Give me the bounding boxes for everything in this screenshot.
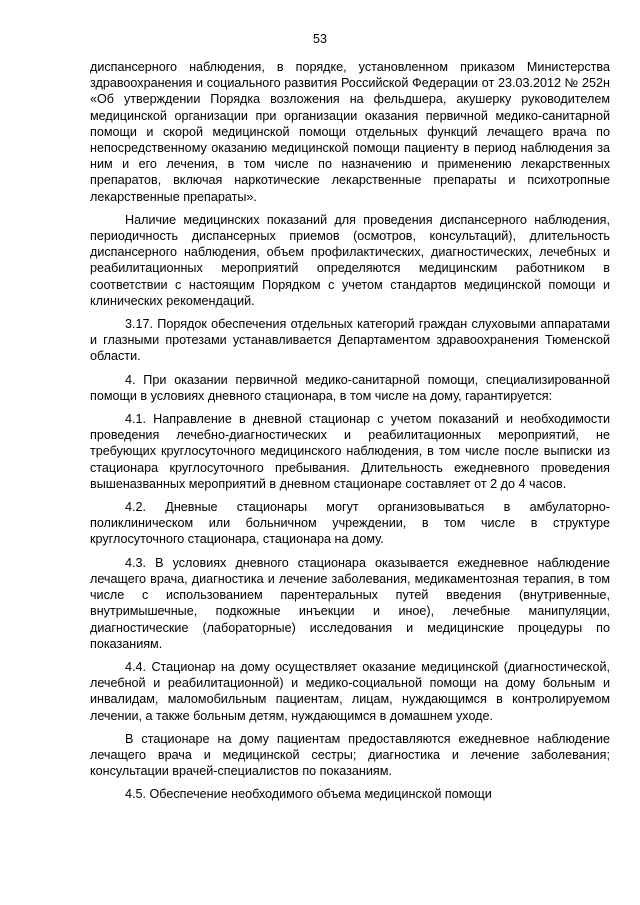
paragraph-diagnostic-indications: Наличие медицинских показаний для проведения диспансерного наблюдения, периодичность диспансерных приемов (осмотров, консультаций), длительность диспансерного наблюдения, объем профилактических, диагностических, лечебных и реабилитационных мероприятий определяются медицинским работником в соответствии с настоящим Порядком с учетом стандартов медицинской помощи и клинических рекомендаций. [90,212,610,308]
paragraph-continuation: диспансерного наблюдения, в порядке, установленном приказом Министерства здравоохранения и социального развития Российской Федерации от 23.03.2012 № 252н «Об утверждении Порядка возложения на фельдшера, акушерку руководителем медицинской организации при организации оказания первичной медико-санитарной помощи и скорой медицинской помощи отдельных функций лечащего врача по непосредственному оказанию медицинской помощи пациенту в период наблюдения за ним и его лечения, в том числе по назначению и применению лекарственных препаратов, включая наркотические лекарственные препараты и психотропные лекарственные препараты». [90,60,610,204]
paragraph-4: 4. При оказании первичной медико-санитарной помощи, специализированной помощи в условиях дневного стационара, в том числе на дому, гарантируется: [90,372,610,403]
paragraph-4-5: 4.5. Обеспечение необходимого объема медицинской помощи [125,787,492,802]
paragraph-home-hospital: В стационаре на дому пациентам предоставляются ежедневное наблюдение лечащего врача и медицинской сестры; диагностика и лечение заболевания; консультации врачей-специалистов по показаниям. [90,731,610,779]
paragraph-4-2: 4.2. Дневные стационары могут организовываться в амбулаторно-поликлиническом или больничном учреждении, в том числе в структуре круглосуточного стационара, стационара на дому. [90,500,610,547]
paragraph-4-3: 4.3. В условиях дневного стационара оказывается ежедневное наблюдение лечащего врача, диагностика и лечение заболевания, медикаментозная терапия, в том числе с использованием парентеральных путей введения (внутривенные, внутримышечные, подкожные инъекции и иное), лечебные манипуляции, диагностические (лабораторные) исследования и медицинские процедуры по показаниям. [90,555,610,651]
page-number: 53 [313,32,327,46]
paragraph-3-17: 3.17. Порядок обеспечения отдельных категорий граждан слуховыми аппаратами и глазными протезами устанавливается Департаментом здравоохранения Тюменской области. [90,317,610,364]
paragraph-4-1: 4.1. Направление в дневной стационар с учетом показаний и необходимости проведения лечебно-диагностических и реабилитационных мероприятий, не требующих круглосуточного медицинского наблюдения, в том числе после выписки из стационара круглосуточного пребывания. Длительность ежедневного проведения вышеназванных мероприятий в дневном стационаре составляет от 2 до 4 часов. [90,412,610,491]
paragraph-4-4: 4.4. Стационар на дому осуществляет оказание медицинской (диагностической, лечебной и реабилитационной) и медико-социальной помощи на дому больным и инвалидам, маломобильным пациентам, лицам, нуждающимся в контролируемом лечении, а также больным детям, нуждающимся в домашнем уходе. [90,659,610,723]
document-body [90,59,610,803]
